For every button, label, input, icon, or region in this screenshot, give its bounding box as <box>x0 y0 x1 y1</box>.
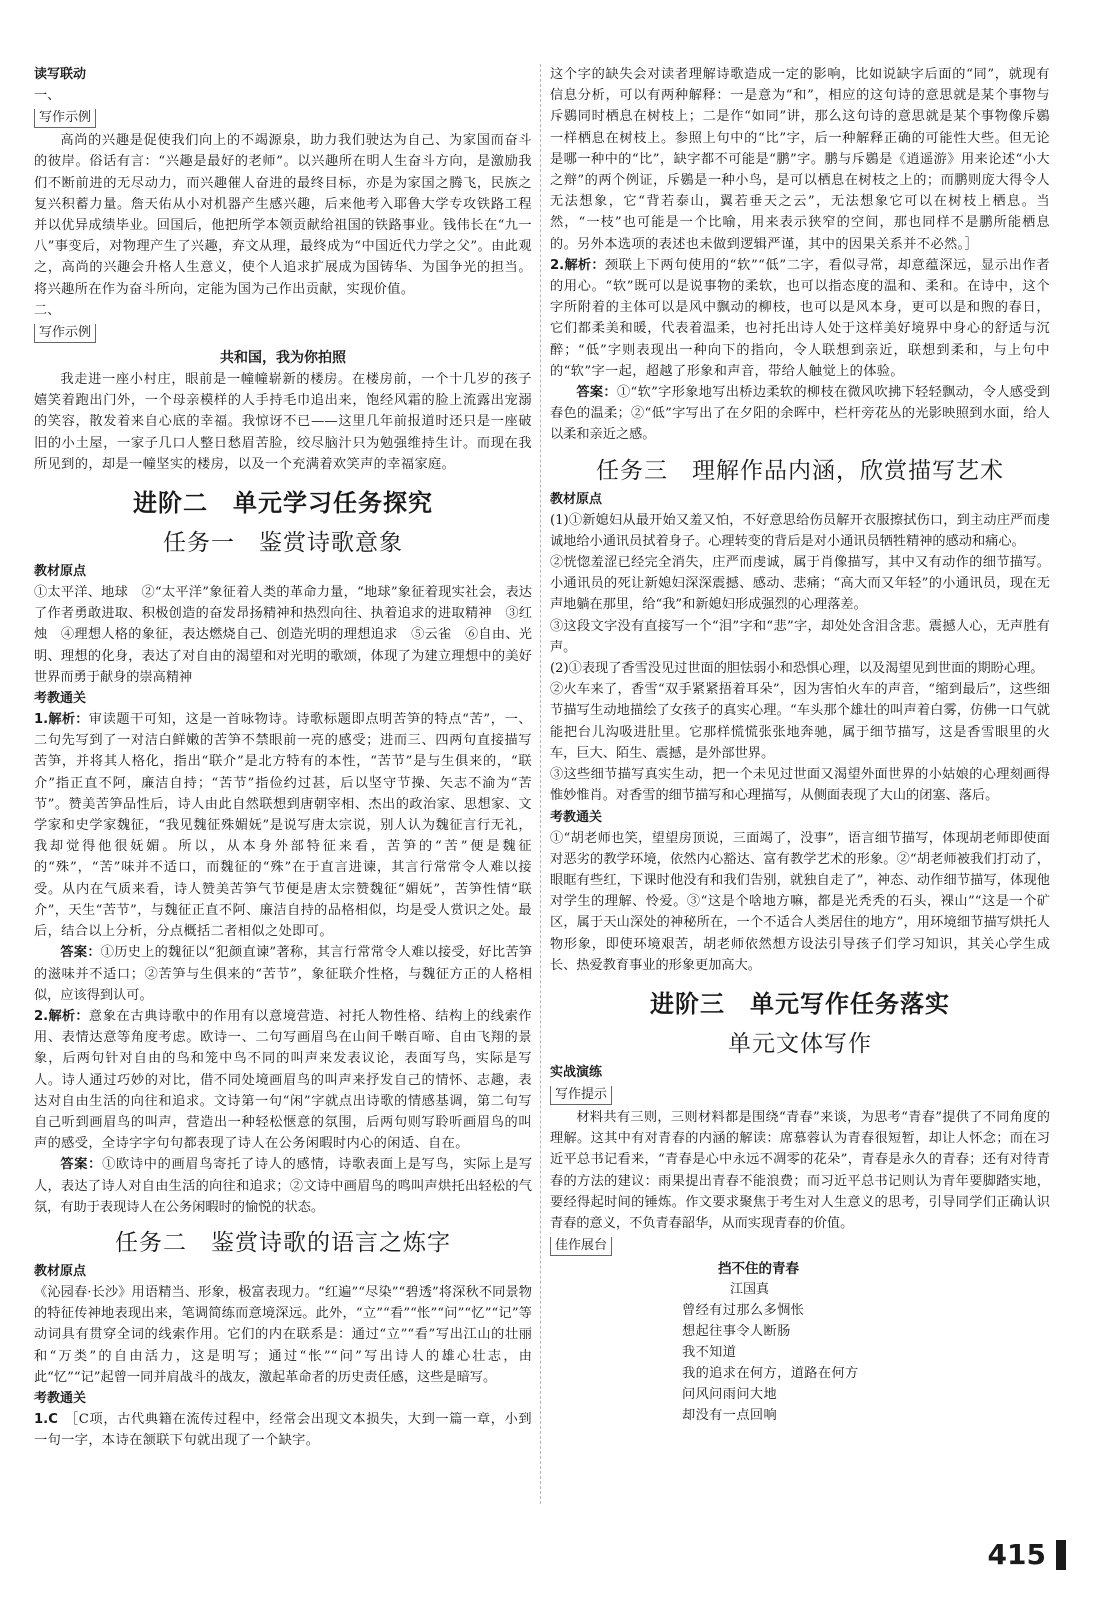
essay-title: 共和国，我为你拍照 <box>220 350 346 367</box>
question-answer: 答案：①历史上的魏征以“犯颜直谏”著称，其言行常常令人难以接受，好比苦笋的滋味并不适口；②苦笋与生俱来的“苦节”，象征联介性格，与魏征方正的人格相似，应该得到认可。 <box>34 945 533 1003</box>
poem-line: 我的追求在何方，道路在何方 <box>682 1366 859 1382</box>
question-answer: 答案：①欧诗中的画眉鸟寄托了诗人的感情，诗歌表面上是写鸟，实际上是写人，表达了诗人对自由生活的向往和追求；②文诗中画眉鸟的鸣叫声烘托出轻松的气氛，有助于表现诗人在公务闲暇时的愉悦的状态。 <box>34 1157 533 1215</box>
unit-writing-heading: 单元文体写作 <box>728 1030 872 1057</box>
textbook-origin-text: ①太平洋、地球 ②“太平洋”象征着人类的革命力量，“地球”象征着现实社会，表达了作者勇敢进取、积极创造的奋发昂扬精神和热烈向往、执着追求的进取精神 ③红烛 ④理想人格的象征，表达燃烧自己、创造光明的理想追求 ⑤云雀 ⑥自由、光明、理想的化身，表达了对自由的渴望和对光明的歌颂，体现了为建立理想中的美好世界而勇于献身的崇高精神 <box>34 585 532 685</box>
section-label: 读写联动 <box>34 67 87 82</box>
practice-label: 实战演练 <box>550 1064 603 1080</box>
showcase-tag: 佳作展台 <box>550 1237 612 1256</box>
textbook-origin-label: 教材原点 <box>550 491 603 507</box>
textbook-origin-text: ③这些细节描写真实生动，把一个未见过世面又渴望外面世界的小姑娘的心理刻画得惟妙惟肖。对香雪的细节描写和心理描写，从侧面表现了大山的闭塞、落后。 <box>550 767 1050 804</box>
item-number: 一、 <box>34 88 61 103</box>
writing-example-tag: 写作示例 <box>34 324 96 343</box>
item-number: 二、 <box>34 302 61 318</box>
column-divider <box>540 64 541 1504</box>
poem-line: 却没有一点回响 <box>682 1408 778 1424</box>
question-choice-continued: 这个字的缺失会对读者理解诗歌造成一定的影响，比如说缺字后面的“同”，就现有信息分析，可以有两种解释：一是意为“和”，相应的这句诗的意思就是某个事物与斥鷃同时栖息在树枝上；二是作“如同”讲，那么这句诗的意思就是某个事物像斥鷃一样栖息在树枝上。参照上句中的“比”字，后一种解释正确的可能性大些。但无论是哪一种中的“比”，缺字都不可能是“鹏”字。鹏与斥鷃是《逍遥游》用来论述“小大之辩”的两个例证，斥鷃是一种小鸟，是可以栖息在树枝之上的；而鹏则庞大得令人无法想象，它“背若泰山，翼若垂天之云”，无法想象它可以在树枝上栖息。当然，“一枝”也可能是一个比喻，用来表示狭窄的空间，那也同样不是鹏所能栖息的。另外本选项的表述也未做到逻辑严谨，其中的因果关系并不必然。］ <box>550 67 1050 252</box>
question-choice: 1.C ［C项，古代典籍在流传过程中，经常会出现文本损失，大到一篇一章，小到一句一字，本诗在颔联下句就出现了一个缺字。 <box>34 1411 532 1449</box>
writing-example-tag: 写作示例 <box>34 109 96 128</box>
textbook-origin-text: (1)①新媳妇从最开始又羞又怕，不好意思给伤员解开衣服擦拭伤口，到主动庄严而虔诚地给小通讯员拭着身子。心理转变的背后是对小通讯员牺牲精神的感动和痛心。 <box>550 512 1050 549</box>
question-analysis: 1.解析：审读题干可知，这是一首咏物诗。诗歌标题即点明苦笋的特点“苦”，一、二句先写到了一对洁白鲜嫩的苦笋不禁眼前一亮的感受；进而三、四两句直接描写苦笋，并将其人格化，指出“联介”是北方特有的本性，“苦节”是与生俱来的，“联介”指正直不阿，廉洁自持；“苦节”指俭约过甚，后以坚守节操、矢志不渝为“苦节”。赞美苦笋品性后，诗人由此自然联想到唐朝宰相、杰出的政治家、思想家、文学家和史学家魏征，“我见魏征殊媚妩”是说写唐太宗说，别人认为魏征言行无礼，我却觉得他很妩媚。所以，从本身外部特征来看，苦笋的“苦”便是魏征的“殊”，“苦”味并不适口，而魏征的“殊”在于直言进谏，其言行常常令人难以接受。从内在气质来看，诗人赞美苦笋气节便是唐太宗赞魏征“媚妩”，苦笋性情“联介”，天生“苦节”，与魏征正直不阿、廉洁自持的品格相似，均是受人赏识之处。最后，结合以上分析，分点概括二者相似之处即可。 <box>34 712 533 940</box>
stage-three-heading: 进阶三 单元写作任务落实 <box>650 989 950 1018</box>
question-answer: 答案：①“软”字形象地写出桥边柔软的柳枝在微风吹拂下轻轻飘动，令人感受到春色的温柔；②“低”字写出了在夕阳的余晖中，栏杆旁花丛的光影映照到水面，给人以柔和亲近之感。 <box>550 385 1051 443</box>
exam-pass-text: ①“胡老师也笑，望望房顶说，三面竭了，没事”，语言细节描写，体现胡老师即使面对恶劣的教学环境，依然内心豁达、富有教学艺术的形象。②“胡老师被我们打动了，眼眶有些红，下课时他没有和我们告别，就独自走了”，神态、动作细节描写，体现他对学生的理解、怜爱。③“这是个啥地方嘛，都是光秃秃的石头，裸山”“这是一个矿区，属于天山深处的神秘所在，一个不适合人类居住的地方”，用环境细节描写烘托人物形象，即使环境艰苦，胡老师依然想方设法引导孩子们学习知识，其关心学生成长、热爱教育事业的形象更加高大。 <box>550 830 1050 973</box>
poem-line: 问风问雨问大地 <box>682 1387 778 1403</box>
question-analysis: 2.解析：颈联上下两句使用的“软”“低”二字，看似寻常，却意蕴深远，显示出作者的用心。“软”既可以是说事物的柔软，也可以指态度的温和、柔和。在诗中，这个字所附着的主体可以是风中飘动的柳枝，也可以是风本身，更可以是和煦的春日，它们都柔美和暖，代表着温柔，也衬托出诗人处于这样美好境界中身心的舒适与沉醉；“低”字则表现出一种向下的指向，令人联想到亲近，联想到柔和，与上句中的“软”字一起，超越了形象和声音，带给人触觉上的体验。 <box>550 257 1050 379</box>
poem-line: 想起往事令人断肠 <box>682 1324 791 1340</box>
textbook-origin-text: ③这段文字没有直接写一个“泪”字和“悲”字，却处处含泪含悲。震撼人心，无声胜有声。 <box>550 618 1050 655</box>
page-marker-bar <box>1056 1540 1066 1570</box>
textbook-origin-text: (2)①表现了香雪没见过世面的胆怯弱小和恐惧心理，以及渴望见到世面的期盼心理。 <box>550 661 1044 677</box>
poem-author: 江国真 <box>730 1282 770 1298</box>
stage-two-heading: 进阶二 单元学习任务探究 <box>133 489 433 518</box>
left-column <box>34 64 532 1451</box>
textbook-origin-label: 教材原点 <box>34 564 87 580</box>
writing-example-text: 高尚的兴趣是促使我们向上的不竭源泉，助力我们驶达为自己、为家国而奋斗的彼岸。俗话有言：“兴趣是最好的老师”。以兴趣所在明人生奋斗方向，是激励我们不断前进的无尽动力，而兴趣催人奋进的最终目标，亦是为家国之腾飞，民族之复兴积蓄力量。詹天佑从小对机器产生感兴趣，后来他考入耶鲁大学专攻铁路工程并以优异成绩毕业。回国后，他把所学本领贡献给祖国的铁路事业。钱伟长在“九一八”事变后，对物理产生了兴趣，弃文从理，最终成为“中国近代力学之父”。由此观之，高尚的兴趣会升格人生意义，使个人追求扩展成为国铸华、为国争光的担当。将兴趣所在作为奋斗所向，定能为国为己作出贡献，实现价值。 <box>34 133 532 297</box>
task-one-heading: 任务一 鉴赏诗歌意象 <box>163 530 403 557</box>
exam-pass-label: 考教通关 <box>34 691 87 707</box>
writing-tip-tag: 写作提示 <box>550 1086 612 1105</box>
right-column <box>550 64 1050 1426</box>
textbook-origin-label: 教材原点 <box>34 1263 87 1279</box>
question-analysis: 2.解析：意象在古典诗歌中的作用有以意境营造、衬托人物性格、结构上的线索作用、表情达意等角度考虑。欧诗一、二句写画眉鸟在山间千啭百啼、自由飞翔的景象，后两句针对自由的鸟和笼中鸟不同的叫声来发表议论，表面写鸟，实际是写人。诗人通过巧妙的对比，借不同处境画眉鸟的叫声来抒发自己的情怀、志趣，表达对自由生活的向往和追求。文诗第一句“闲”字就点出诗歌的情感基调，第二句写自己听到画眉鸟的叫声，营造出一种轻松惬意的氛围，后两句则写聆听画眉鸟的叫声的感受，全诗字字句句都表现了诗人在公务闲暇时内心的闲适、自在。 <box>34 1008 533 1152</box>
task-two-heading: 任务二 鉴赏诗歌的语言之炼字 <box>115 1229 451 1256</box>
writing-tip-text: 材料共有三则，三则材料都是围绕“青春”来谈，为思考“青春”提供了不同角度的理解。这其中有对青春的内涵的解读：席慕蓉认为青春很短暂，却让人怀念；而在习近平总书记看来，“青春是心中永远不凋零的花朵”，青春是永久的青春；还有对待青春的方法的建议：雨果提出青春不能浪费；而习近平总书记则认为青年要脚踏实地，要经得起时间的锤炼。作文要求聚焦于考生对人生意义的思考，引导同学们正确认识青春的意义，不负青春韶华，从而实现青春的价值。 <box>550 1109 1050 1231</box>
poem-line: 曾经有过那么多惆怅 <box>682 1303 805 1319</box>
poem-line: 我不知道 <box>682 1345 737 1361</box>
essay-text: 我走进一座小村庄，眼前是一幢幢崭新的楼房。在楼房前，一个十几岁的孩子嬉笑着跑出门外，一个母亲模样的人手持毛巾追出来，饱经风霜的脸上流露出宠溺的笑容，散发着来自心底的幸福。我惊讶不已——这里几年前报道时还只是一座破旧的小土屋，一家子几口人整日愁眉苦脸，绞尽脑汁只为勉强维持生计。而现在我所见到的，却是一幢坚实的楼房，以及一个充满着欢笑声的幸福家庭。 <box>34 372 532 472</box>
exam-pass-label: 考教通关 <box>550 809 603 825</box>
textbook-origin-text: ②恍惚羞涩已经完全消失，庄严而虔诚，属于肖像描写，其中又有动作的细节描写。小通讯员的死让新媳妇深深震撼、感动、悲痛；“高大而又年轻”的小通讯员，现在无声地躺在那里，给“我”和新媳妇形成强烈的心理落差。 <box>550 555 1050 613</box>
textbook-origin-text: 《沁园春·长沙》用语精当、形象，极富表现力。“红遍”“尽染”“碧透”将深秋不同景物的特征传神地表现出来，笔调简练而意境深远。此外，“立”“看”“怅”“问”“忆”“记”等动词具有贯穿全词的线索作用。它们的内在联系是：通过“立”“看”写出江山的壮丽和“万类”的自由活力，这是明写；通过“怅”“问”写出诗人的雄心壮志，由此“忆”“记”起曾一同并肩战斗的战友，激起革命者的历史责任感，这些是暗写。 <box>34 1284 532 1385</box>
textbook-origin-text: ②火车来了，香雪“双手紧紧捂着耳朵”，因为害怕火车的声音，“缩到最后”，这些细节描写生动地描绘了女孩子的真实心理。“车头那个雄壮的叫声着白雾，仿佛一口气就能把台儿沟吸进肚里。它那样慌慌张张地奔驰，属于细节描写，这是香雪眼里的火车，巨大、陌生、震撼，是外部世界。 <box>550 682 1050 761</box>
exam-pass-label: 考教通关 <box>34 1390 87 1406</box>
poem-title: 挡不住的青春 <box>718 1261 799 1278</box>
task-three-heading: 任务三 理解作品内涵，欣赏描写艺术 <box>596 457 1004 484</box>
page-number: 415 <box>987 1538 1046 1571</box>
